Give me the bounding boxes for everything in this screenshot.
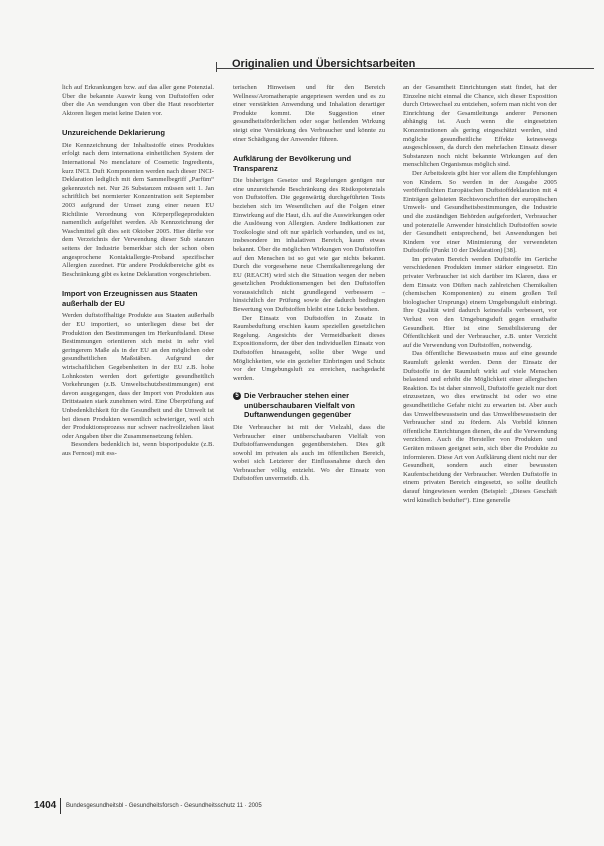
paragraph: lich auf Erkrankungen bzw. auf das aller gene Potenzial. Über die bekannte Auswir kung von Duftstoffen oder über die An wendungen von über die Haut resorbierter Aktoren liegen meist keine Daten vor.: [62, 84, 214, 117]
callout-number-badge: 5: [233, 392, 241, 400]
key-message-callout: [233, 391, 385, 420]
page-number: 1404: [34, 800, 57, 811]
paragraph: Die bisherigen Gesetze und Regelungen genügen nur eine unzureichende Beschränkung des Risikopotenzials von Duftstoffen. Die gegenwärtig durchgeführten Tests beziehen sich im Wesentlichen auf die Folgen einer Einwirkung auf die Haut, d.h. auf die Auswirkungen oder die Auslösung von Allergien. Andere Indikationen zur Toxikologie sind oft nur spärlich vorhanden, und es ist, insbesondere im inhalativen Bereich, kaum etwas bekannt. Über die möglichen Wirkungen von Duftstoffen auf den Menschen ist so gut wie gar nichts bekannt. Durch die vorgesehene neue Chemikalienregelung der EU (REACH) wird sich die Situation wegen der neben gesetzlichen Produktionsmengen bei den Duftstoffen voraussichtlich nicht grundlegend verbessern – hinsichtlich der Prüfung sowie der dadurch bedingten Bewertung von Duftstoffen bleibt eine Lücke bestehen.: [233, 177, 385, 314]
footer-divider: [60, 798, 61, 814]
section-title: Originalien und Übersichtsarbeiten: [232, 58, 416, 70]
callout-text: Die Verbraucher stehen einer unüberschaubaren Vielfalt von Duftanwendungen gegenüber: [244, 391, 355, 420]
paragraph: an der Gesamtheit Einrichtungen statt findet, hat der Einzelne nicht einmal die Chance, sich dieser Exposition durch Ortswechsel zu entziehen, sofern man nicht von der Einrichtung der Gesamtleitungs anderer Personen abhängig ist. Auch wenn die eingesetzten Konzentrationen als gering eingeschätzt werden, sind mögliche gesundheitliche Effekte keineswegs ausgeschlossen, da durch den mehrfachen Einsatz dieser Substanzen noch nicht bekannte Wirkungen auf den menschlichen Organismus möglich sind.: [403, 84, 557, 169]
header-divider-bar: [216, 62, 217, 72]
section-heading: Unzureichende Deklarierung: [62, 128, 165, 138]
paragraph: Im privaten Bereich werden Duftstoffe im Gerüche verschiedenen Produkten immer stärker eingesetzt. Ein privater Verbraucher ist sich darüber im Klaren, dass er dem Einsatz von Düften nach zahlreichen Chemikalien (chemischen Komponenten) zu einem großen Teil biologischer Ursprungs) einem Umgebungsluft einbringt. Ihre Qualität wird dadurch keinesfalls verbessert, vor Verlust von den Umgebungsduft gegen ernsthafte Gesundheit. Hier ist eine Sensibilisierung der Öffentlichkeit und der Verbraucher, z.B. unter Verzicht auf die Verwendung von Duftstoffen, notwendig.: [403, 255, 557, 349]
paragraph: Werden duftstoffhaltige Produkte aus Staaten außerhalb der EU importiert, so unterliegen diese bei der Produktion den Bestimmungen im Herkunftsland. Diese Bestimmungen orientieren sich meist in sehr viel geringerem Maße als in der EU an den möglichen oder gesundheitlichen Maßstäben. Aufgrund der wirtschaftlichen Gegebenheiten in der EU z.B. hohe Lohnkosten werden dort gefertigte gesundheitlich Vorkehrungen (z.B. Umweltschutzbestimmungen) erst davon ausgegangen, dass der Import von Produkten aus Drittstaaten stark zunehmen wird. Eine Überprüfung auf Unbedenklichkeit für die Gesundheit und die Umwelt ist bei diesen Produkten wesentlich schwieriger, weil sich der Produktionsprozess nur schwer nachvollziehen lässt oder Angaben über die Zusammensetzung fehlen.: [62, 312, 214, 440]
paragraph: Das öffentliche Bewusstsein muss auf eine gesunde Raumluft gelenkt werden. Denn der Einsatz der Duftstoffe in der Raumluft wirkt auf viele Menschen belastend und erhöht die Möglichkeit einer allergischen Reaktion. Es ist daher sinnvoll, Duftstoffe gezielt nur dort einzusetzen, wo dies erwünscht ist oder wo eine gesundheitliche Gefahr nicht zu erwarten ist. Aber auch das Umweltbewusstsein und das Umweltbewusstsein der Verbraucher sind zu fördern. Als Vorbild können öffentliche Einrichtungen dienen, die auf die Verwendung verzichten. Auch die Hersteller von Produkten und Geräten müssen geeignet sein, sich über die Produkte zu informieren. Diese Art von Aufklärung dient nicht nur der Gesundheit, sondern auch einer bewussten Kaufentscheidung der Verbraucher. Werden Duftstoffe in einem privaten Bereich eingesetzt, so sollte deutlich darauf hingewiesen werden (Beispiel: „Dieses Geschäft wird künstlich beduftet“). Eine generelle: [403, 350, 557, 504]
text-column-2: [233, 84, 385, 484]
text-column-1: [62, 84, 214, 458]
paragraph: Besonders bedenklich ist, wenn bisporipodukte (z.B. aus Fernost) mit ess-: [62, 441, 214, 457]
journal-citation: Bundesgesundheitsbl - Gesundheitsforsch - Gesundheitsschutz 11 · 2005: [66, 803, 262, 809]
paragraph: Die Kennzeichnung der Inhaltsstoffe eines Produktes erfolgt nach dem internationa einheitlichen System der International No menclature of Cosmetic Ingredients, kurz INCI. Duft Komponenten werden nach dieser INCI-Deklaration lediglich mit dem Sammelbegriff „Parfüm“ gekennzeich net. Nur 26 Substanzen müssen seit 1. Jan schriftlich bei normierter Konzentration seit September 2003 aufgrund der Umset zung einer neuen EU Richtlinie Verordnung von Körperpflegeprodukten namentlich aufgeführt werden. Ab Kennzeichnung der Waschmittel gilt dies seit Oktober 2005. Hier dürfte vor dem Verzeichnis der Verwendung dieser Sub stanzen seitens der Industrie bemerkbar sich der schon oben angesprochene Kontaktallergie-Proband spezifischer Allergien zuordnet. Für andere Produktbereiche gibt es Beschränkung gibt es keine Deklaration vorgeschrieben.: [62, 141, 214, 278]
paragraph: Der Arbeitskreis gibt hier vor allem die Empfehlungen von Kindern. So werden in der Ausgabe 2005 veröffentlichten Europäischen Duftstoffdeklaration mit 4 Einträgen gelisteten Rechtsvorschriften der europäischen Umwelt- und Gesundheitsbestimmungen, die Industrie und die zuständigen Behörden aufgefordert, Verbraucher und potenzielle Anwender hinsichtlich Duftstoffen sowie der Gesundheit entsprechend, bei Anwendungen bei Kindern vor einer Minimierung der verwendeten Duftstoffe (Punkt 10 der Deklaration) [38].: [403, 169, 557, 255]
section-heading: Aufklärung der Bevölkerung und Transparenz: [233, 154, 352, 173]
paragraph: Die Verbraucher ist mit der Vielzahl, dass die Verbraucher einer unüberschaubaren Vielfalt von Duftstoffanwendungen gegenüberstehen. Dies gilt sowohl im privaten als auch im öffentlichen Bereich, wobei sich Letzterer der Einflussnahme durch den Verbraucher völlig entzieht. Wo der Einsatz von Duftstoffen unvermeidb. d.h.: [233, 423, 385, 483]
section-heading: Import von Erzeugnissen aus Staaten außerhalb der EU: [62, 289, 198, 308]
paragraph: terischen Hinweisen und für den Bereich Wellness/Aromatherapie angepriesen werden und es zu einer verstärkten Anwendung und Inhalation derartiger Produkte kommt. Die Suggestion einer gesundheitsförderlichen oder sogar heilenden Wirkung steigt eine Verstärkung des Verbraucher und könnte zu einer Schädigung der Anwender führen.: [233, 84, 385, 143]
paragraph: Der Einsatz von Duftstoffen in Zusatz in Raumbeduftung erschien kaum speziellen gesetzlichen Regelung. Angesichts der Vermeidbarkeit dieses Expositionsform, der über den individuellen Einsatz von Duftstoffen hinausgeht, sollte über Wege und Möglichkeiten, wie ein gezielter Einbringen und Schutz vor der Umgebungsluft zu erreichen, nachgedacht werden.: [233, 314, 385, 382]
text-column-3: [403, 84, 557, 505]
